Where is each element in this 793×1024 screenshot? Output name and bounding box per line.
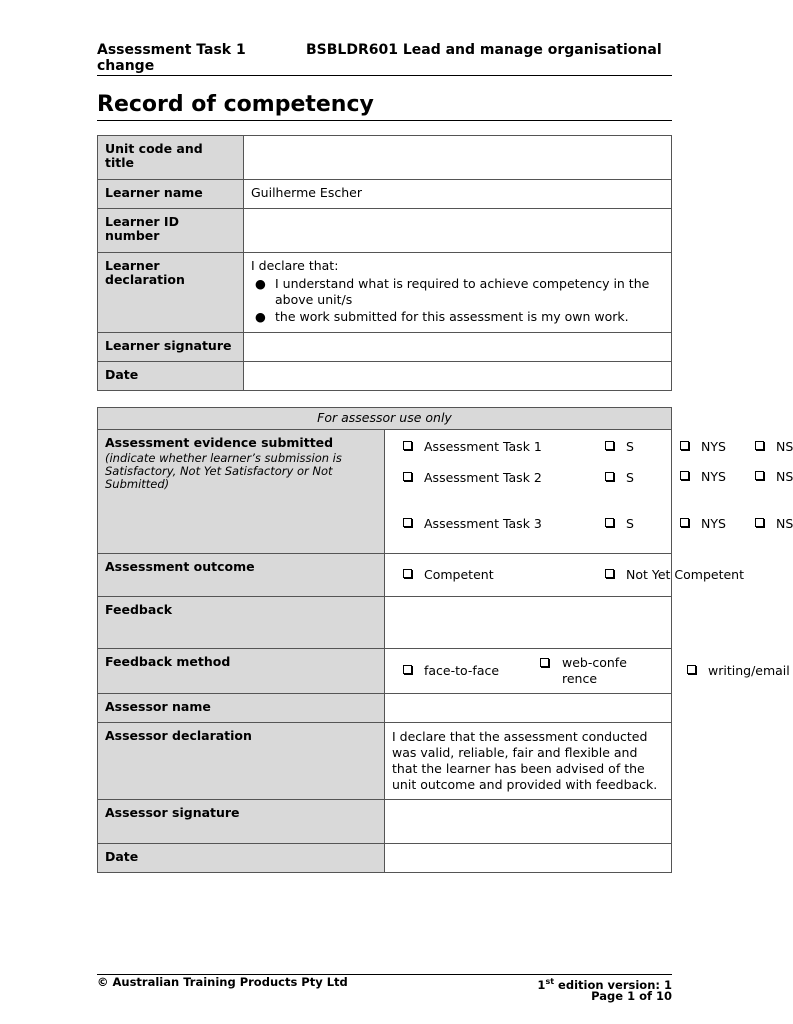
face-to-face-checkbox[interactable]: face-to-face [403,664,499,678]
checkbox-icon [680,441,689,450]
not-yet-competent-checkbox[interactable]: Not Yet Competent [605,568,744,582]
learner-id-label: Learner ID number [98,209,244,253]
footer-copyright: © Australian Training Products Pty Ltd [97,975,348,989]
checkbox-icon [540,658,549,667]
task-2-nys-checkbox[interactable]: NYS [680,470,726,484]
outcome-label: Assessment outcome [98,554,385,597]
task-1-nys-checkbox[interactable]: NYS [680,440,726,454]
evidence-label-cell [98,430,385,554]
learner-id-field[interactable] [244,209,672,253]
task-2-s-checkbox[interactable]: S [605,471,634,485]
assessor-signature-label: Assessor signature [98,800,385,844]
checkbox-icon [403,665,412,674]
evidence-note: (indicate whether learner’s submission is Satisfactory, Not Yet Satisfactory or Not Submitted) [105,451,342,491]
web-conference-checkbox[interactable]: web-conference [540,655,630,687]
task-1-checkbox[interactable]: Assessment Task 1 [403,440,542,454]
header-unit: BSBLDR601 Lead and manage organisational [306,42,662,58]
checkbox-icon [680,518,689,527]
task-3-ns-checkbox[interactable]: NS [755,517,793,531]
task-2-checkbox[interactable]: Assessment Task 2 [403,471,542,485]
feedback-field[interactable] [385,597,672,649]
task-3-nys-checkbox[interactable]: NYS [680,517,726,531]
learner-name-label: Learner name [98,180,244,209]
header-rule [97,75,672,76]
task-3-s-checkbox[interactable]: S [605,517,634,531]
evidence-options [385,430,793,554]
bullet-icon: ● [255,276,266,291]
header-task: Assessment Task 1 [97,42,246,58]
checkbox-icon [755,471,764,480]
header-unit-continued: change [97,58,155,74]
checkbox-icon [687,665,696,674]
checkbox-icon [403,441,412,450]
learner-declaration-label: Learner declaration [98,253,244,333]
task-1-ns-checkbox[interactable]: NS [755,440,793,454]
learner-date-field[interactable] [244,362,672,391]
assessor-only-header: For assessor use only [98,408,672,430]
footer-page-number: Page 1 of 10 [591,989,672,1003]
unit-code-field[interactable] [244,136,672,180]
learner-table [97,135,672,391]
assessor-name-field[interactable] [385,694,672,723]
checkbox-icon [755,441,764,450]
checkbox-icon [403,472,412,481]
declaration-intro: I declare that: [251,258,339,273]
checkbox-icon [680,471,689,480]
competent-checkbox[interactable]: Competent [403,568,494,582]
checkbox-icon [403,518,412,527]
learner-signature-label: Learner signature [98,333,244,362]
checkbox-icon [605,518,614,527]
feedback-label: Feedback [98,597,385,649]
bullet-icon: ● [255,309,266,324]
declaration-bullet: ● I understand what is required to achieve competency in the above unit/s [251,276,664,308]
checkbox-icon [605,472,614,481]
assessor-declaration-label: Assessor declaration [98,723,385,800]
assessor-table [97,407,793,873]
assessor-date-field[interactable] [385,844,672,873]
checkbox-icon [605,569,614,578]
footer-edition: 1st edition version: 1 [537,977,672,992]
learner-name-field[interactable]: Guilherme Escher [244,180,672,209]
assessor-declaration-text: I declare that the assessment conducted was valid, reliable, fair and flexible and that the learner has been advised of the unit outcome and provided with feedback. [385,723,672,800]
learner-date-label: Date [98,362,244,391]
task-2-ns-checkbox[interactable]: NS [755,470,793,484]
task-3-checkbox[interactable]: Assessment Task 3 [403,517,542,531]
checkbox-icon [605,441,614,450]
assessor-name-label: Assessor name [98,694,385,723]
checkbox-icon [403,569,412,578]
task-1-s-checkbox[interactable]: S [605,440,634,454]
checkbox-icon [755,518,764,527]
title-rule [97,120,672,121]
outcome-options [385,554,745,597]
evidence-label: Assessment evidence submitted [105,435,334,450]
declaration-bullet: ● the work submitted for this assessment is my own work. [251,309,664,325]
learner-declaration [244,253,672,333]
assessor-signature-field[interactable] [385,800,672,844]
learner-signature-field[interactable] [244,333,672,362]
feedback-method-label: Feedback method [98,649,385,694]
assessor-date-label: Date [98,844,385,873]
feedback-method-options [385,649,790,694]
unit-code-label: Unit code and title [98,136,244,180]
page-title: Record of competency [97,92,374,117]
writing-email-checkbox[interactable]: writing/email [687,664,790,678]
